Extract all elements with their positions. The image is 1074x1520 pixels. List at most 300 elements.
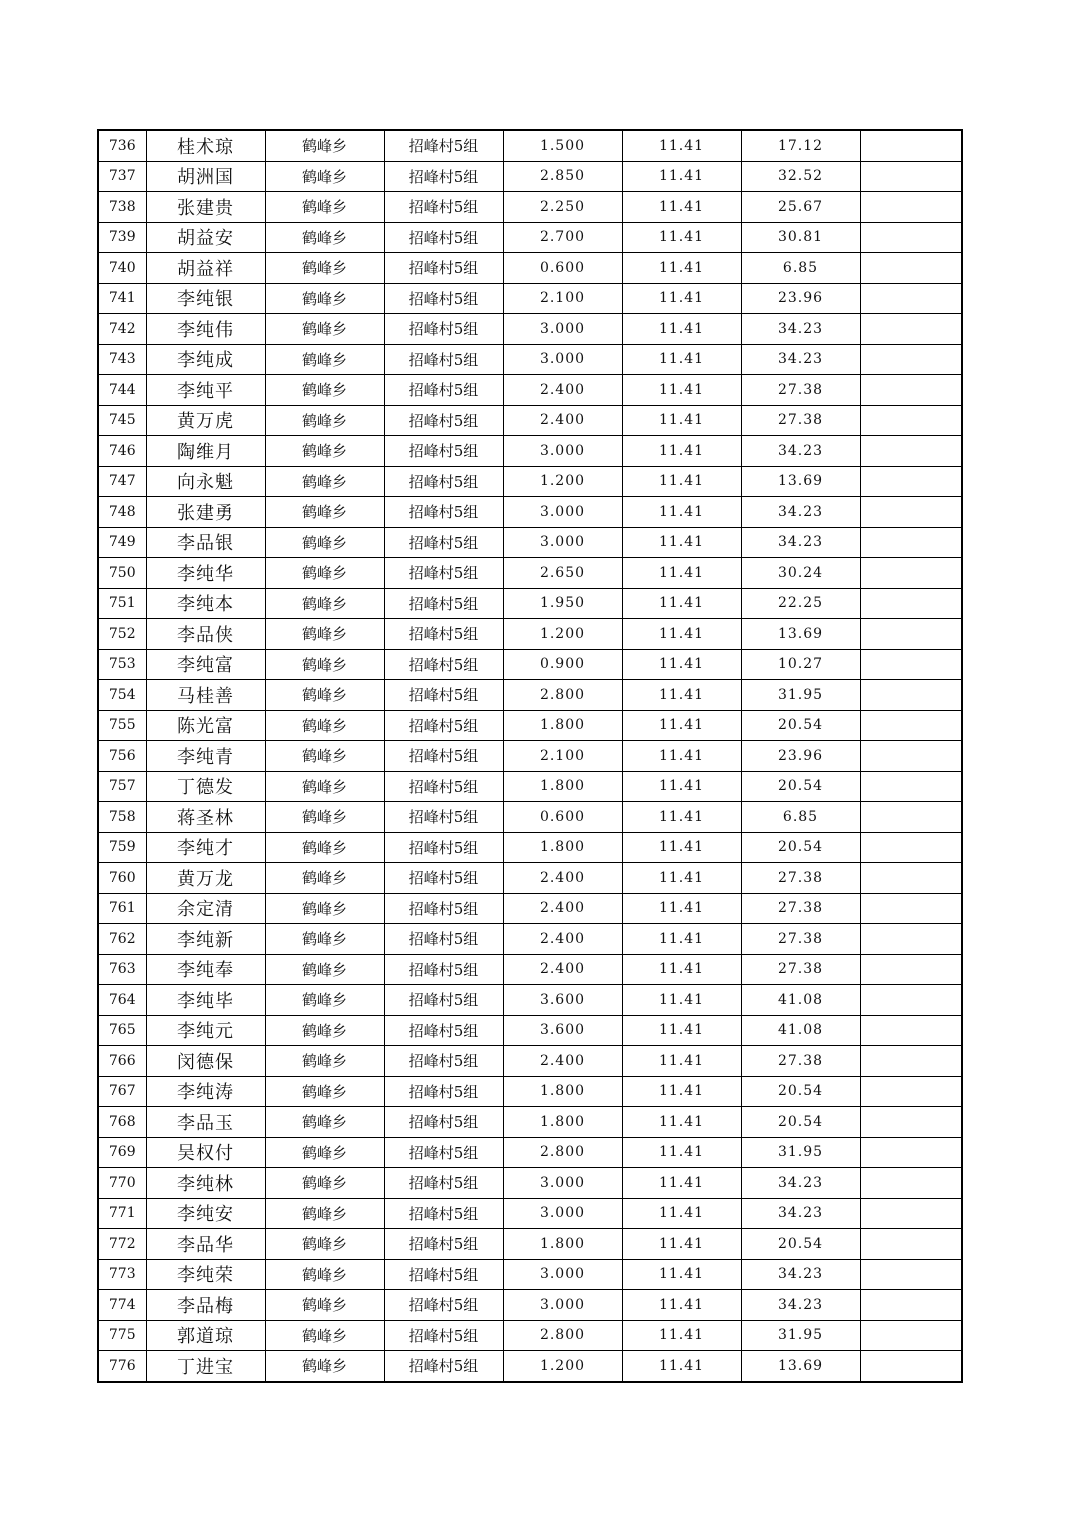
unit-price-cell: 11.41: [622, 527, 741, 558]
unit-price-cell: 11.41: [622, 802, 741, 833]
name-cell: 李纯成: [146, 344, 265, 375]
name-cell: 李品玉: [146, 1107, 265, 1138]
note-cell: [860, 1137, 962, 1168]
table-row: [98, 710, 962, 741]
name-cell: 胡益祥: [146, 253, 265, 284]
area-cell: 0.600: [503, 253, 622, 284]
amount-cell: 34.23: [741, 1198, 860, 1229]
table-row: [98, 1351, 962, 1382]
table-row: [98, 893, 962, 924]
amount-cell: 34.23: [741, 436, 860, 467]
village-group-cell: 招峰村5组: [384, 832, 503, 863]
row-number-cell: 749: [98, 527, 146, 558]
township-cell: 鹤峰乡: [265, 558, 384, 589]
table-row: [98, 863, 962, 894]
amount-cell: 34.23: [741, 497, 860, 528]
township-cell: 鹤峰乡: [265, 741, 384, 772]
table-row: [98, 1015, 962, 1046]
unit-price-cell: 11.41: [622, 558, 741, 589]
unit-price-cell: 11.41: [622, 1290, 741, 1321]
township-cell: 鹤峰乡: [265, 1229, 384, 1260]
data-table: [97, 129, 963, 1383]
name-cell: 李纯青: [146, 741, 265, 772]
row-number-cell: 758: [98, 802, 146, 833]
name-cell: 马桂善: [146, 680, 265, 711]
amount-cell: 27.38: [741, 924, 860, 955]
row-number-cell: 736: [98, 130, 146, 161]
row-number-cell: 763: [98, 954, 146, 985]
township-cell: 鹤峰乡: [265, 130, 384, 161]
table-row: [98, 405, 962, 436]
unit-price-cell: 11.41: [622, 314, 741, 345]
note-cell: [860, 466, 962, 497]
table-row: [98, 954, 962, 985]
row-number-cell: 759: [98, 832, 146, 863]
township-cell: 鹤峰乡: [265, 893, 384, 924]
amount-cell: 13.69: [741, 466, 860, 497]
unit-price-cell: 11.41: [622, 1107, 741, 1138]
table-row: [98, 283, 962, 314]
amount-cell: 32.52: [741, 161, 860, 192]
amount-cell: 6.85: [741, 802, 860, 833]
unit-price-cell: 11.41: [622, 161, 741, 192]
township-cell: 鹤峰乡: [265, 1320, 384, 1351]
table-row: [98, 588, 962, 619]
area-cell: 2.250: [503, 192, 622, 223]
row-number-cell: 740: [98, 253, 146, 284]
note-cell: [860, 192, 962, 223]
amount-cell: 41.08: [741, 1015, 860, 1046]
note-cell: [860, 771, 962, 802]
name-cell: 陈光富: [146, 710, 265, 741]
amount-cell: 27.38: [741, 893, 860, 924]
township-cell: 鹤峰乡: [265, 344, 384, 375]
township-cell: 鹤峰乡: [265, 1351, 384, 1382]
area-cell: 3.000: [503, 1290, 622, 1321]
area-cell: 3.000: [503, 344, 622, 375]
row-number-cell: 751: [98, 588, 146, 619]
name-cell: 桂术琼: [146, 130, 265, 161]
unit-price-cell: 11.41: [622, 436, 741, 467]
township-cell: 鹤峰乡: [265, 954, 384, 985]
village-group-cell: 招峰村5组: [384, 344, 503, 375]
township-cell: 鹤峰乡: [265, 680, 384, 711]
name-cell: 丁德发: [146, 771, 265, 802]
row-number-cell: 762: [98, 924, 146, 955]
unit-price-cell: 11.41: [622, 1198, 741, 1229]
row-number-cell: 765: [98, 1015, 146, 1046]
township-cell: 鹤峰乡: [265, 1046, 384, 1077]
row-number-cell: 775: [98, 1320, 146, 1351]
table-row: [98, 558, 962, 589]
unit-price-cell: 11.41: [622, 466, 741, 497]
note-cell: [860, 161, 962, 192]
village-group-cell: 招峰村5组: [384, 680, 503, 711]
village-group-cell: 招峰村5组: [384, 741, 503, 772]
unit-price-cell: 11.41: [622, 1137, 741, 1168]
amount-cell: 30.24: [741, 558, 860, 589]
village-group-cell: 招峰村5组: [384, 1198, 503, 1229]
township-cell: 鹤峰乡: [265, 314, 384, 345]
unit-price-cell: 11.41: [622, 283, 741, 314]
village-group-cell: 招峰村5组: [384, 619, 503, 650]
township-cell: 鹤峰乡: [265, 771, 384, 802]
row-number-cell: 774: [98, 1290, 146, 1321]
area-cell: 2.400: [503, 405, 622, 436]
unit-price-cell: 11.41: [622, 1076, 741, 1107]
name-cell: 闵德保: [146, 1046, 265, 1077]
township-cell: 鹤峰乡: [265, 497, 384, 528]
township-cell: 鹤峰乡: [265, 588, 384, 619]
note-cell: [860, 710, 962, 741]
township-cell: 鹤峰乡: [265, 1198, 384, 1229]
table-row: [98, 771, 962, 802]
note-cell: [860, 130, 962, 161]
village-group-cell: 招峰村5组: [384, 588, 503, 619]
village-group-cell: 招峰村5组: [384, 558, 503, 589]
table-row: [98, 1320, 962, 1351]
village-group-cell: 招峰村5组: [384, 253, 503, 284]
village-group-cell: 招峰村5组: [384, 192, 503, 223]
row-number-cell: 771: [98, 1198, 146, 1229]
area-cell: 2.400: [503, 893, 622, 924]
table-row: [98, 1107, 962, 1138]
row-number-cell: 745: [98, 405, 146, 436]
amount-cell: 31.95: [741, 1320, 860, 1351]
area-cell: 1.200: [503, 466, 622, 497]
name-cell: 李纯新: [146, 924, 265, 955]
note-cell: [860, 985, 962, 1016]
name-cell: 黄万虎: [146, 405, 265, 436]
name-cell: 李纯本: [146, 588, 265, 619]
amount-cell: 34.23: [741, 314, 860, 345]
table-body: [98, 130, 962, 1382]
unit-price-cell: 11.41: [622, 710, 741, 741]
note-cell: [860, 954, 962, 985]
name-cell: 黄万龙: [146, 863, 265, 894]
village-group-cell: 招峰村5组: [384, 466, 503, 497]
township-cell: 鹤峰乡: [265, 619, 384, 650]
area-cell: 2.700: [503, 222, 622, 253]
village-group-cell: 招峰村5组: [384, 924, 503, 955]
table-row: [98, 1259, 962, 1290]
township-cell: 鹤峰乡: [265, 863, 384, 894]
name-cell: 李纯元: [146, 1015, 265, 1046]
name-cell: 李品银: [146, 527, 265, 558]
amount-cell: 13.69: [741, 619, 860, 650]
unit-price-cell: 11.41: [622, 130, 741, 161]
village-group-cell: 招峰村5组: [384, 1137, 503, 1168]
village-group-cell: 招峰村5组: [384, 497, 503, 528]
name-cell: 李纯安: [146, 1198, 265, 1229]
amount-cell: 23.96: [741, 283, 860, 314]
note-cell: [860, 222, 962, 253]
amount-cell: 6.85: [741, 253, 860, 284]
name-cell: 向永魁: [146, 466, 265, 497]
name-cell: 胡益安: [146, 222, 265, 253]
township-cell: 鹤峰乡: [265, 924, 384, 955]
note-cell: [860, 1046, 962, 1077]
township-cell: 鹤峰乡: [265, 1107, 384, 1138]
area-cell: 2.800: [503, 1320, 622, 1351]
table-row: [98, 253, 962, 284]
area-cell: 2.850: [503, 161, 622, 192]
note-cell: [860, 649, 962, 680]
township-cell: 鹤峰乡: [265, 161, 384, 192]
row-number-cell: 764: [98, 985, 146, 1016]
note-cell: [860, 680, 962, 711]
row-number-cell: 753: [98, 649, 146, 680]
note-cell: [860, 1015, 962, 1046]
amount-cell: 20.54: [741, 1076, 860, 1107]
township-cell: 鹤峰乡: [265, 527, 384, 558]
village-group-cell: 招峰村5组: [384, 1046, 503, 1077]
unit-price-cell: 11.41: [622, 741, 741, 772]
note-cell: [860, 741, 962, 772]
note-cell: [860, 527, 962, 558]
row-number-cell: 750: [98, 558, 146, 589]
note-cell: [860, 314, 962, 345]
amount-cell: 20.54: [741, 771, 860, 802]
note-cell: [860, 253, 962, 284]
unit-price-cell: 11.41: [622, 588, 741, 619]
name-cell: 李纯伟: [146, 314, 265, 345]
village-group-cell: 招峰村5组: [384, 1229, 503, 1260]
township-cell: 鹤峰乡: [265, 375, 384, 406]
amount-cell: 20.54: [741, 1229, 860, 1260]
amount-cell: 23.96: [741, 741, 860, 772]
village-group-cell: 招峰村5组: [384, 1290, 503, 1321]
row-number-cell: 769: [98, 1137, 146, 1168]
area-cell: 1.500: [503, 130, 622, 161]
township-cell: 鹤峰乡: [265, 832, 384, 863]
area-cell: 3.000: [503, 436, 622, 467]
township-cell: 鹤峰乡: [265, 710, 384, 741]
table-row: [98, 985, 962, 1016]
note-cell: [860, 1198, 962, 1229]
township-cell: 鹤峰乡: [265, 253, 384, 284]
name-cell: 李品华: [146, 1229, 265, 1260]
village-group-cell: 招峰村5组: [384, 405, 503, 436]
area-cell: 2.800: [503, 1137, 622, 1168]
unit-price-cell: 11.41: [622, 649, 741, 680]
note-cell: [860, 802, 962, 833]
name-cell: 李品梅: [146, 1290, 265, 1321]
area-cell: 2.100: [503, 283, 622, 314]
table-row: [98, 466, 962, 497]
area-cell: 1.950: [503, 588, 622, 619]
name-cell: 余定清: [146, 893, 265, 924]
unit-price-cell: 11.41: [622, 1015, 741, 1046]
row-number-cell: 770: [98, 1168, 146, 1199]
area-cell: 2.400: [503, 375, 622, 406]
unit-price-cell: 11.41: [622, 405, 741, 436]
village-group-cell: 招峰村5组: [384, 1015, 503, 1046]
table-row: [98, 1168, 962, 1199]
area-cell: 0.600: [503, 802, 622, 833]
note-cell: [860, 1259, 962, 1290]
unit-price-cell: 11.41: [622, 832, 741, 863]
unit-price-cell: 11.41: [622, 771, 741, 802]
table-row: [98, 436, 962, 467]
unit-price-cell: 11.41: [622, 893, 741, 924]
name-cell: 陶维月: [146, 436, 265, 467]
note-cell: [860, 1229, 962, 1260]
unit-price-cell: 11.41: [622, 1259, 741, 1290]
table-row: [98, 924, 962, 955]
row-number-cell: 754: [98, 680, 146, 711]
township-cell: 鹤峰乡: [265, 1137, 384, 1168]
table-row: [98, 741, 962, 772]
table-row: [98, 375, 962, 406]
area-cell: 1.800: [503, 832, 622, 863]
name-cell: 李纯荣: [146, 1259, 265, 1290]
row-number-cell: 761: [98, 893, 146, 924]
township-cell: 鹤峰乡: [265, 1168, 384, 1199]
note-cell: [860, 558, 962, 589]
name-cell: 李纯才: [146, 832, 265, 863]
township-cell: 鹤峰乡: [265, 1076, 384, 1107]
village-group-cell: 招峰村5组: [384, 1320, 503, 1351]
village-group-cell: 招峰村5组: [384, 802, 503, 833]
name-cell: 蒋圣林: [146, 802, 265, 833]
row-number-cell: 767: [98, 1076, 146, 1107]
unit-price-cell: 11.41: [622, 1229, 741, 1260]
note-cell: [860, 436, 962, 467]
unit-price-cell: 11.41: [622, 680, 741, 711]
village-group-cell: 招峰村5组: [384, 1107, 503, 1138]
name-cell: 李纯银: [146, 283, 265, 314]
area-cell: 1.200: [503, 1351, 622, 1382]
area-cell: 3.600: [503, 1015, 622, 1046]
name-cell: 胡洲国: [146, 161, 265, 192]
row-number-cell: 766: [98, 1046, 146, 1077]
township-cell: 鹤峰乡: [265, 466, 384, 497]
note-cell: [860, 1107, 962, 1138]
unit-price-cell: 11.41: [622, 985, 741, 1016]
note-cell: [860, 863, 962, 894]
unit-price-cell: 11.41: [622, 924, 741, 955]
village-group-cell: 招峰村5组: [384, 1168, 503, 1199]
township-cell: 鹤峰乡: [265, 802, 384, 833]
village-group-cell: 招峰村5组: [384, 710, 503, 741]
township-cell: 鹤峰乡: [265, 1290, 384, 1321]
table-row: [98, 619, 962, 650]
amount-cell: 31.95: [741, 680, 860, 711]
township-cell: 鹤峰乡: [265, 192, 384, 223]
area-cell: 2.400: [503, 954, 622, 985]
note-cell: [860, 405, 962, 436]
unit-price-cell: 11.41: [622, 253, 741, 284]
table-row: [98, 1229, 962, 1260]
village-group-cell: 招峰村5组: [384, 1351, 503, 1382]
area-cell: 3.000: [503, 497, 622, 528]
row-number-cell: 757: [98, 771, 146, 802]
area-cell: 3.000: [503, 1259, 622, 1290]
amount-cell: 20.54: [741, 1107, 860, 1138]
row-number-cell: 743: [98, 344, 146, 375]
note-cell: [860, 375, 962, 406]
area-cell: 2.400: [503, 1046, 622, 1077]
table-row: [98, 314, 962, 345]
amount-cell: 13.69: [741, 1351, 860, 1382]
table-row: [98, 1046, 962, 1077]
name-cell: 丁进宝: [146, 1351, 265, 1382]
township-cell: 鹤峰乡: [265, 283, 384, 314]
note-cell: [860, 1320, 962, 1351]
note-cell: [860, 283, 962, 314]
area-cell: 2.650: [503, 558, 622, 589]
amount-cell: 25.67: [741, 192, 860, 223]
table-row: [98, 802, 962, 833]
area-cell: 2.400: [503, 924, 622, 955]
amount-cell: 27.38: [741, 954, 860, 985]
amount-cell: 27.38: [741, 375, 860, 406]
row-number-cell: 742: [98, 314, 146, 345]
area-cell: 3.000: [503, 1198, 622, 1229]
township-cell: 鹤峰乡: [265, 985, 384, 1016]
amount-cell: 30.81: [741, 222, 860, 253]
village-group-cell: 招峰村5组: [384, 1259, 503, 1290]
unit-price-cell: 11.41: [622, 954, 741, 985]
amount-cell: 34.23: [741, 1290, 860, 1321]
table-row: [98, 527, 962, 558]
township-cell: 鹤峰乡: [265, 436, 384, 467]
table-row: [98, 832, 962, 863]
name-cell: 张建勇: [146, 497, 265, 528]
row-number-cell: 760: [98, 863, 146, 894]
table-row: [98, 344, 962, 375]
village-group-cell: 招峰村5组: [384, 314, 503, 345]
village-group-cell: 招峰村5组: [384, 161, 503, 192]
village-group-cell: 招峰村5组: [384, 863, 503, 894]
area-cell: 3.000: [503, 314, 622, 345]
row-number-cell: 747: [98, 466, 146, 497]
amount-cell: 34.23: [741, 527, 860, 558]
name-cell: 李纯林: [146, 1168, 265, 1199]
table-row: [98, 192, 962, 223]
unit-price-cell: 11.41: [622, 1168, 741, 1199]
area-cell: 1.800: [503, 710, 622, 741]
township-cell: 鹤峰乡: [265, 1015, 384, 1046]
row-number-cell: 746: [98, 436, 146, 467]
unit-price-cell: 11.41: [622, 1351, 741, 1382]
area-cell: 2.100: [503, 741, 622, 772]
village-group-cell: 招峰村5组: [384, 283, 503, 314]
name-cell: 李纯平: [146, 375, 265, 406]
note-cell: [860, 1351, 962, 1382]
amount-cell: 10.27: [741, 649, 860, 680]
name-cell: 张建贵: [146, 192, 265, 223]
table-row: [98, 1290, 962, 1321]
village-group-cell: 招峰村5组: [384, 527, 503, 558]
village-group-cell: 招峰村5组: [384, 222, 503, 253]
amount-cell: 27.38: [741, 1046, 860, 1077]
village-group-cell: 招峰村5组: [384, 954, 503, 985]
name-cell: 郭道琼: [146, 1320, 265, 1351]
area-cell: 1.800: [503, 1107, 622, 1138]
village-group-cell: 招峰村5组: [384, 771, 503, 802]
name-cell: 李纯毕: [146, 985, 265, 1016]
village-group-cell: 招峰村5组: [384, 130, 503, 161]
table-row: [98, 222, 962, 253]
name-cell: 李纯华: [146, 558, 265, 589]
unit-price-cell: 11.41: [622, 222, 741, 253]
note-cell: [860, 344, 962, 375]
unit-price-cell: 11.41: [622, 375, 741, 406]
unit-price-cell: 11.41: [622, 497, 741, 528]
table-row: [98, 1198, 962, 1229]
